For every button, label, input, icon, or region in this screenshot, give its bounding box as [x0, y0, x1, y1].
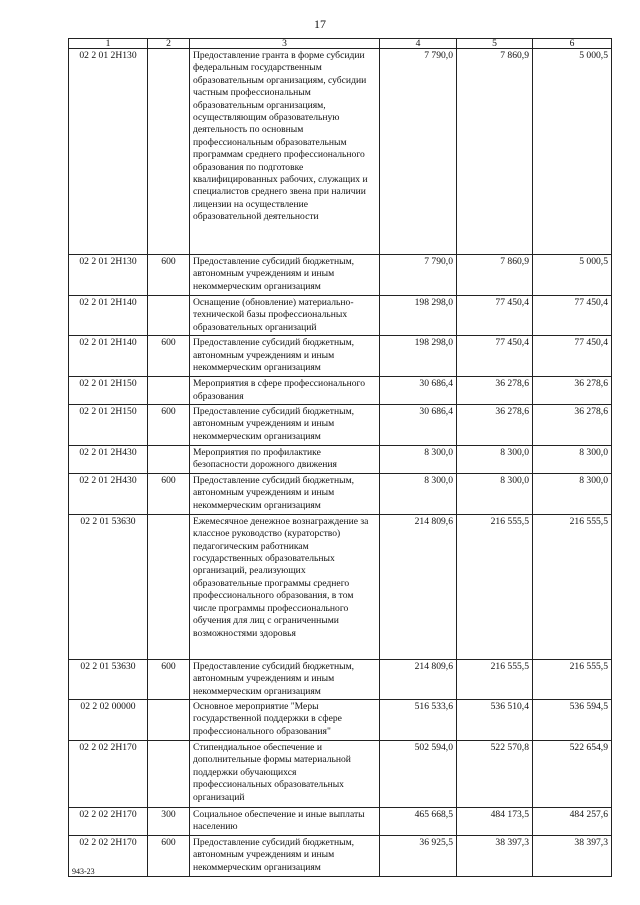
expense-type-cell: 300: [148, 808, 190, 836]
column-header-2: 2: [148, 39, 190, 49]
amount-col5-cell: 216 555,5: [457, 514, 533, 659]
table-row: [69, 808, 612, 836]
target-code-cell: 02 2 02 00000: [69, 700, 148, 741]
table-row: [69, 514, 612, 659]
expense-type-cell: 600: [148, 255, 190, 296]
table-row: [69, 835, 612, 876]
item-name-cell: Основное мероприятие "Меры государственной поддержки в сфере профессионального образования": [190, 700, 380, 741]
amount-col4-cell: 36 925,5: [380, 835, 457, 876]
target-code-cell: 02 2 01 53630: [69, 514, 148, 659]
target-code-cell: 02 2 01 2Н430: [69, 446, 148, 474]
table-row: [69, 336, 612, 377]
table-header-row: [69, 39, 612, 49]
amount-col4-cell: 8 300,0: [380, 473, 457, 514]
item-name-cell: Предоставление субсидий бюджетным, автономным учреждениям и иным некоммерческим организациям: [190, 835, 380, 876]
amount-col6-cell: 36 278,6: [533, 377, 612, 405]
amount-col5-cell: 36 278,6: [457, 377, 533, 405]
amount-col6-cell: 216 555,5: [533, 514, 612, 659]
expense-type-cell: [148, 741, 190, 808]
amount-col6-cell: 8 300,0: [533, 446, 612, 474]
budget-table: [68, 38, 612, 877]
target-code-cell: 02 2 02 2Н170: [69, 808, 148, 836]
expense-type-cell: 600: [148, 659, 190, 699]
target-code-cell: 02 2 01 2Н140: [69, 336, 148, 377]
table-row: [69, 255, 612, 296]
amount-col5-cell: 536 510,4: [457, 700, 533, 741]
amount-col6-cell: 77 450,4: [533, 336, 612, 377]
column-header-6: 6: [533, 39, 612, 49]
item-name-cell: Оснащение (обновление) материально-технической базы профессиональных образовательных организаций: [190, 296, 380, 336]
table-row: [69, 473, 612, 514]
document-code: 943-23: [72, 867, 95, 876]
table-row: [69, 659, 612, 699]
amount-col6-cell: 77 450,4: [533, 296, 612, 336]
page-number: 17: [314, 17, 326, 31]
amount-col4-cell: 7 790,0: [380, 49, 457, 255]
item-name-cell: Мероприятия в сфере профессионального образования: [190, 377, 380, 405]
amount-col4-cell: 7 790,0: [380, 255, 457, 296]
expense-type-cell: [148, 446, 190, 474]
amount-col6-cell: 36 278,6: [533, 405, 612, 446]
amount-col6-cell: 484 257,6: [533, 808, 612, 836]
amount-col6-cell: 216 555,5: [533, 659, 612, 699]
item-name-cell: Предоставление субсидий бюджетным, автономным учреждениям и иным некоммерческим организациям: [190, 659, 380, 699]
target-code-cell: 02 2 01 2Н150: [69, 377, 148, 405]
amount-col5-cell: 8 300,0: [457, 473, 533, 514]
item-name-cell: Ежемесячное денежное вознаграждение за классное руководство (кураторство) педагогическим работникам государственных образовательных организаций, реализующих образовательные программы среднего профессионального образования, в том числе программы профессионального обучения для лиц с ограниченными возможностями здоровья: [190, 514, 380, 659]
amount-col6-cell: 5 000,5: [533, 49, 612, 255]
column-header-4: 4: [380, 39, 457, 49]
amount-col5-cell: 38 397,3: [457, 835, 533, 876]
column-header-3: 3: [190, 39, 380, 49]
target-code-cell: 02 2 02 2Н170: [69, 741, 148, 808]
amount-col5-cell: 484 173,5: [457, 808, 533, 836]
amount-col4-cell: 198 298,0: [380, 336, 457, 377]
expense-type-cell: [148, 49, 190, 255]
item-name-cell: Предоставление субсидий бюджетным, автономным учреждениям и иным некоммерческим организациям: [190, 255, 380, 296]
expense-type-cell: [148, 514, 190, 659]
target-code-cell: 02 2 01 53630: [69, 659, 148, 699]
amount-col5-cell: 8 300,0: [457, 446, 533, 474]
item-name-cell: Предоставление гранта в форме субсидии федеральным государственным образовательным организациям, субсидии частным профессиональным образовательным организациям, осуществляющим образовательную деятельность по основным профессиональным образовательным программам среднего профессионального образования по подготовке квалифицированных рабочих, служащих и специалистов среднего звена при наличии лицензии на осуществление образовательной деятельности: [190, 49, 380, 255]
amount-col4-cell: 30 686,4: [380, 405, 457, 446]
amount-col4-cell: 8 300,0: [380, 446, 457, 474]
amount-col5-cell: 77 450,4: [457, 336, 533, 377]
amount-col5-cell: 216 555,5: [457, 659, 533, 699]
amount-col5-cell: 7 860,9: [457, 255, 533, 296]
amount-col6-cell: 38 397,3: [533, 835, 612, 876]
item-name-cell: Предоставление субсидий бюджетным, автономным учреждениям и иным некоммерческим организациям: [190, 405, 380, 446]
expense-type-cell: 600: [148, 336, 190, 377]
amount-col4-cell: 516 533,6: [380, 700, 457, 741]
amount-col4-cell: 502 594,0: [380, 741, 457, 808]
table-row: [69, 741, 612, 808]
expense-type-cell: 600: [148, 835, 190, 876]
column-header-1: 1: [69, 39, 148, 49]
amount-col4-cell: 465 668,5: [380, 808, 457, 836]
amount-col4-cell: 214 809,6: [380, 659, 457, 699]
amount-col4-cell: 30 686,4: [380, 377, 457, 405]
amount-col6-cell: 522 654,9: [533, 741, 612, 808]
target-code-cell: 02 2 01 2Н130: [69, 49, 148, 255]
amount-col6-cell: 536 594,5: [533, 700, 612, 741]
item-name-cell: Стипендиальное обеспечение и дополнительные формы материальной поддержки обучающихся профессиональных образовательных организаций: [190, 741, 380, 808]
expense-type-cell: [148, 700, 190, 741]
amount-col5-cell: 77 450,4: [457, 296, 533, 336]
expense-type-cell: 600: [148, 405, 190, 446]
table-row: [69, 405, 612, 446]
target-code-cell: 02 2 01 2Н150: [69, 405, 148, 446]
table-row: [69, 296, 612, 336]
amount-col4-cell: 198 298,0: [380, 296, 457, 336]
target-code-cell: 02 2 01 2Н430: [69, 473, 148, 514]
item-name-cell: Предоставление субсидий бюджетным, автономным учреждениям и иным некоммерческим организациям: [190, 473, 380, 514]
table-row: [69, 700, 612, 741]
target-code-cell: 02 2 02 2Н170: [69, 835, 148, 876]
expense-type-cell: [148, 377, 190, 405]
column-header-5: 5: [457, 39, 533, 49]
amount-col4-cell: 214 809,6: [380, 514, 457, 659]
expense-type-cell: 600: [148, 473, 190, 514]
target-code-cell: 02 2 01 2Н140: [69, 296, 148, 336]
item-name-cell: Предоставление субсидий бюджетным, автономным учреждениям и иным некоммерческим организациям: [190, 336, 380, 377]
amount-col5-cell: 36 278,6: [457, 405, 533, 446]
amount-col5-cell: 522 570,8: [457, 741, 533, 808]
item-name-cell: Мероприятия по профилактике безопасности дорожного движения: [190, 446, 380, 474]
target-code-cell: 02 2 01 2Н130: [69, 255, 148, 296]
table-row: [69, 49, 612, 255]
amount-col6-cell: 8 300,0: [533, 473, 612, 514]
table-row: [69, 377, 612, 405]
amount-col5-cell: 7 860,9: [457, 49, 533, 255]
expense-type-cell: [148, 296, 190, 336]
amount-col6-cell: 5 000,5: [533, 255, 612, 296]
table-row: [69, 446, 612, 474]
item-name-cell: Социальное обеспечение и иные выплаты населению: [190, 808, 380, 836]
